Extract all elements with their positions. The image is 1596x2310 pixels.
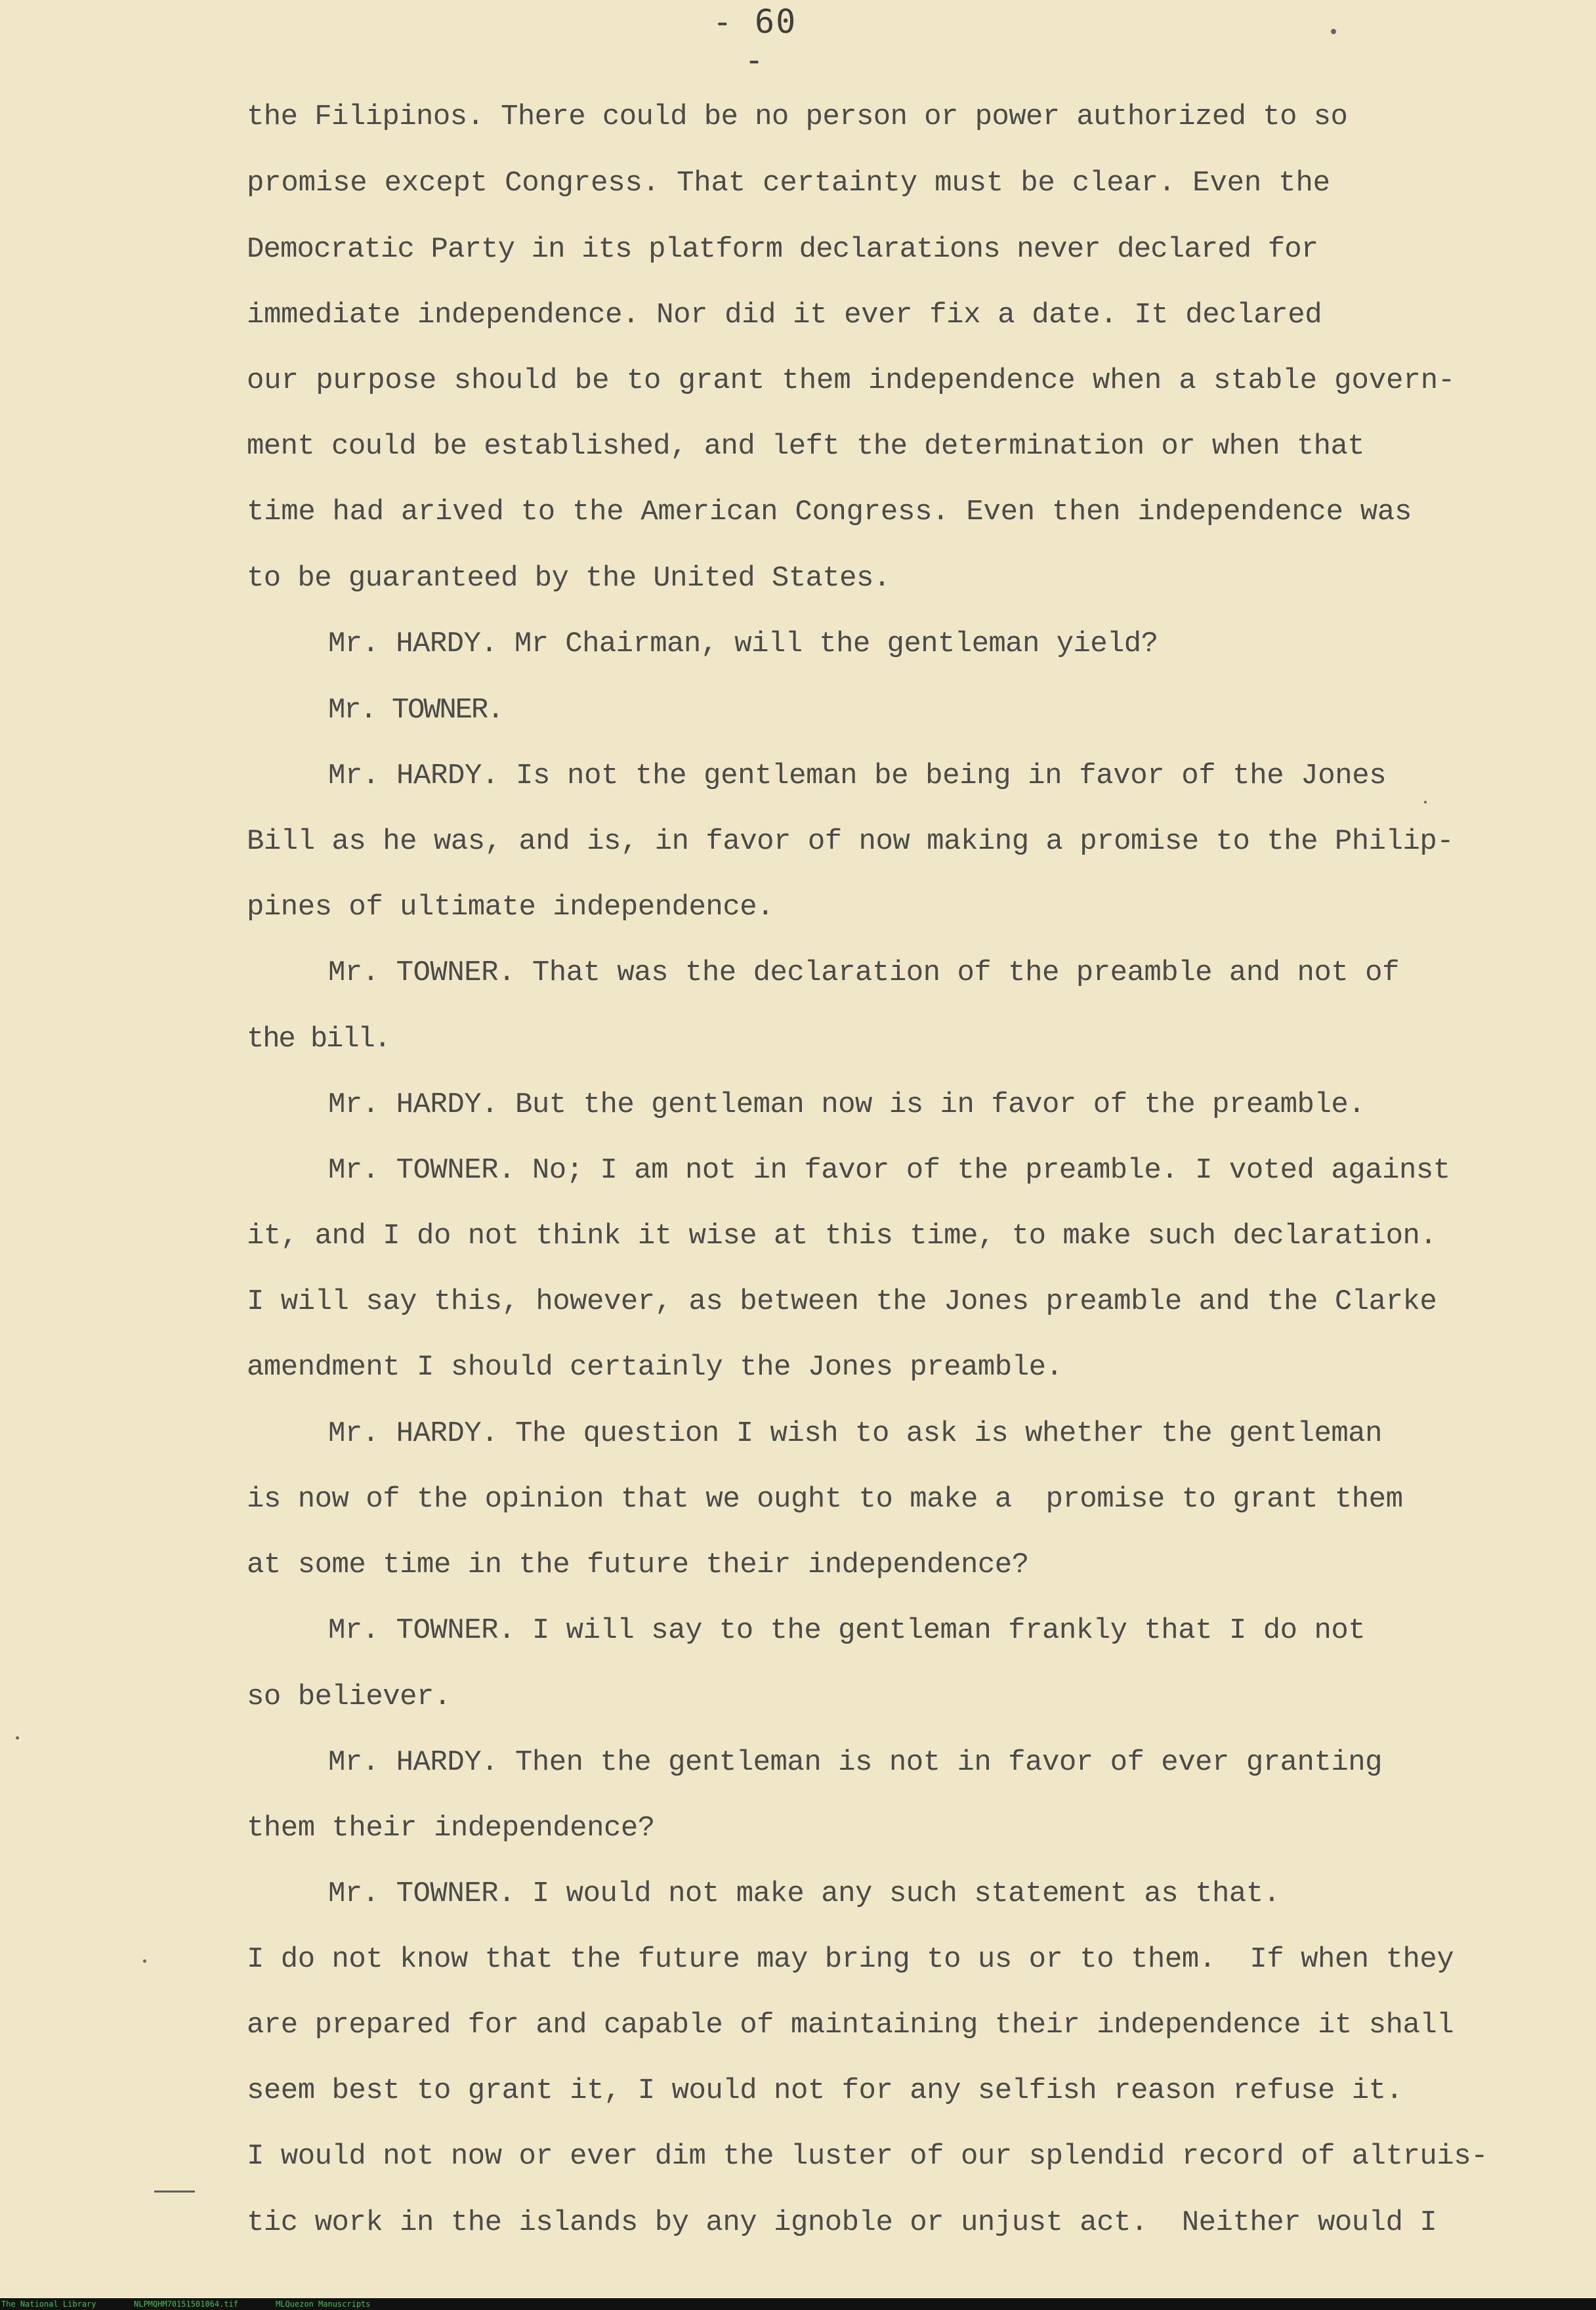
text-line: our purpose should be to grant them independence when a stable govern- [247, 364, 1456, 397]
text-line: tic work in the islands by any ignoble or unjust act. Neither would I [247, 2206, 1437, 2239]
text-line: Bill as he was, and is, in favor of now making a promise to the Philip- [247, 825, 1454, 858]
text-line: is now of the opinion that we ought to make a promise to grant them [247, 1483, 1403, 1516]
text-line: Mr. HARDY. Mr Chairman, will the gentleman yield? [328, 628, 1158, 660]
text-line: Mr. HARDY. Then the gentleman is not in favor of ever granting [328, 1746, 1383, 1779]
text-line: Mr. TOWNER. No; I am not in favor of the preamble. I voted against [328, 1154, 1450, 1187]
text-line: promise except Congress. That certainty must be clear. Even the [247, 167, 1330, 200]
page-number: - 60 - [712, 3, 797, 79]
margin-mark [154, 2191, 195, 2192]
text-line: the bill. [247, 1023, 390, 1056]
text-line: time had arived to the American Congress. Even then independence was [247, 496, 1412, 528]
text-line: at some time in the future their independence? [247, 1549, 1029, 1581]
text-line: pines of ultimate independence. [247, 891, 774, 924]
text-line: them their independence? [247, 1812, 655, 1845]
text-line: to be guaranteed by the United States. [247, 562, 891, 595]
footer-collection: MLQuezon Manuscripts [276, 2299, 371, 2309]
text-line: immediate independence. Nor did it ever fix a date. It declared [247, 299, 1322, 332]
text-line: Mr. HARDY. Is not the gentleman be being in favor of the Jones [328, 759, 1387, 792]
footer-file: NLPMQHM70151501064.tif [134, 2299, 238, 2309]
text-line: I would not now or ever dim the luster of our splendid record of altruis- [247, 2140, 1488, 2173]
ink-speck [1331, 29, 1336, 34]
ink-speck [1424, 801, 1427, 803]
text-line: the Filipinos. There could be no person or power authorized to so [247, 100, 1348, 133]
text-line: Mr. TOWNER. [328, 694, 503, 727]
text-line: are prepared for and capable of maintaining their independence it shall [247, 2009, 1454, 2042]
text-line: it, and I do not think it wise at this time, to make such declaration. [247, 1220, 1437, 1252]
text-line: Mr. TOWNER. I will say to the gentleman frankly that I do not [328, 1614, 1366, 1647]
text-line: so believer. [247, 1680, 451, 1713]
text-line: Mr. TOWNER. I would not make any such statement as that. [328, 1877, 1280, 1910]
text-line: I will say this, however, as between the Jones preamble and the Clarke [247, 1285, 1437, 1318]
text-line: I do not know that the future may bring to us or to them. If when they [247, 1943, 1454, 1976]
footer-source: The National Library [1, 2299, 96, 2309]
text-line: amendment I should certainly the Jones preamble. [247, 1351, 1063, 1384]
text-line: Mr. HARDY. The question I wish to ask is whether the gentleman [328, 1417, 1383, 1450]
ink-speck [16, 1736, 19, 1740]
text-line: seem best to grant it, I would not for any selfish reason refuse it. [247, 2074, 1403, 2107]
text-line: Mr. TOWNER. That was the declaration of the preamble and not of [328, 956, 1399, 989]
scan-footer-bar [0, 2298, 1596, 2310]
text-line: ment could be established, and left the determination or when that [247, 430, 1365, 463]
ink-speck [143, 1959, 146, 1963]
text-line: Mr. HARDY. But the gentleman now is in favor of the preamble. [328, 1088, 1366, 1121]
text-line: Democratic Party in its platform declarations never declared for [247, 233, 1318, 266]
